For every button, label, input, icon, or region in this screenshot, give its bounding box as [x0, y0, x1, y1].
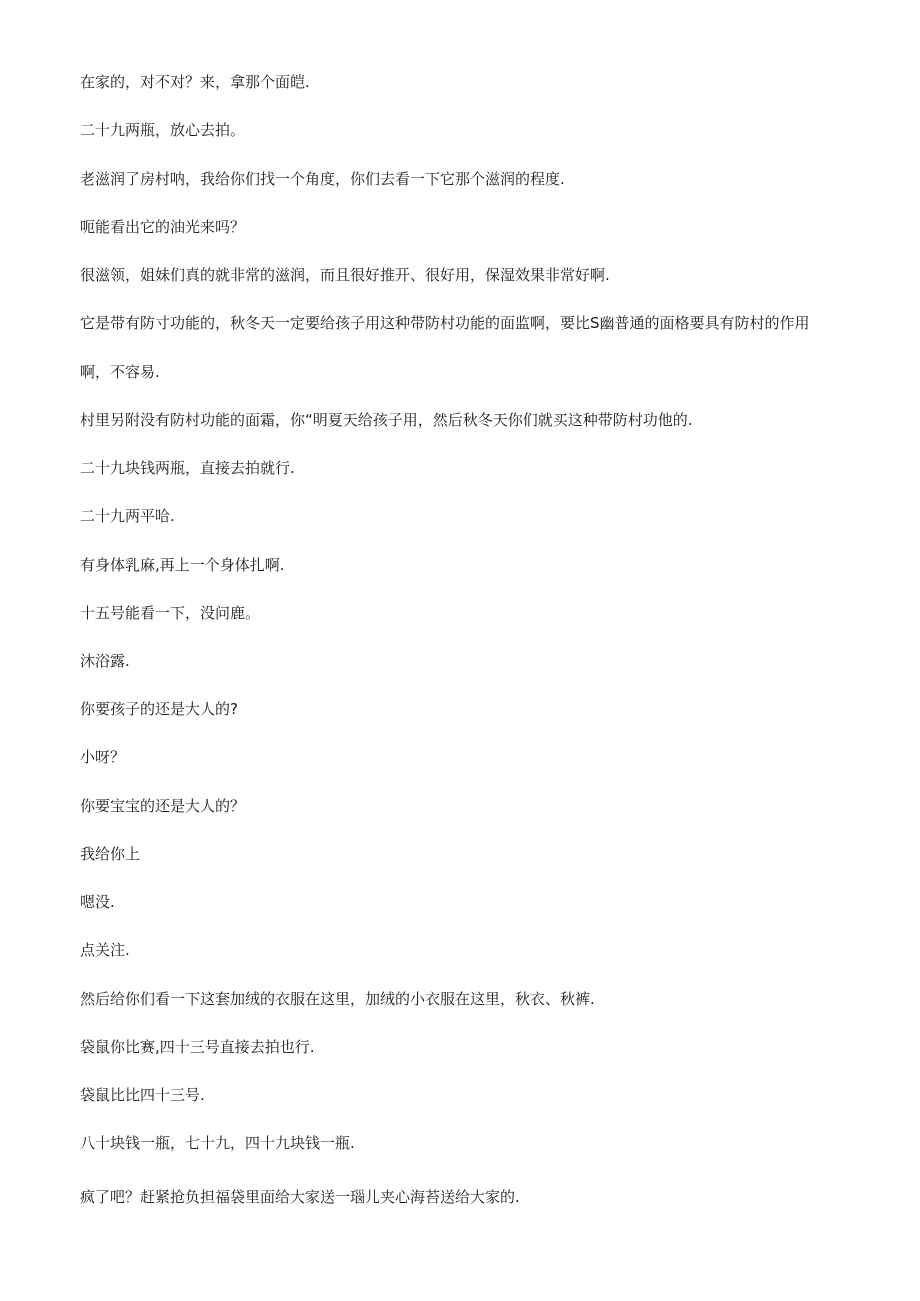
text-line-19: 点关注. [80, 941, 130, 959]
text-line-24: 疯了吧？赶紧抢负担福袋里面给大家送一瑙儿夹心海苔送给大家的. [80, 1188, 520, 1206]
text-line-16: 你要宝宝的还是大人的？ [80, 797, 246, 815]
text-line-10: 二十九两平哈. [80, 507, 175, 525]
text-line-18: 嗯没. [80, 893, 115, 911]
text-line-3: 老滋润了房村呐，我给你们找一个角度，你们去看一下它那个滋润的程度. [80, 170, 565, 188]
text-line-22: 袋鼠比比四十三号. [80, 1086, 205, 1104]
text-line-7: 啊，不容易. [80, 363, 160, 381]
text-line-23: 八十块钱一瓶，七十九，四十九块钱一瓶. [80, 1134, 355, 1152]
text-line-5: 很滋领，姐妹们真的就非常的滋润，而且很好推开、很好用，保湿效果非常好啊. [80, 266, 610, 284]
text-line-20: 然后给你们看一下这套加绒的衣服在这里，加绒的小衣服在这里，秋衣、秋裤. [80, 990, 595, 1008]
text-line-11: 有身体乳麻,再上一个身体扎啊. [80, 556, 285, 574]
text-line-2: 二十九两瓶，放心去拍。 [80, 121, 246, 139]
text-line-6: 它是带有防寸功能的，秋冬天一定要给孩子用这种带防村功能的面监啊，要比S幽普通的面格要具有防村的作用 [80, 314, 810, 332]
text-line-12: 十五号能看一下，没问鹿。 [80, 604, 261, 622]
text-line-9: 二十九块钱两瓶，直接去拍就行. [80, 459, 295, 477]
text-line-21: 袋鼠你比赛,四十三号直接去拍也行. [80, 1038, 315, 1056]
text-line-17: 我给你上 [80, 845, 141, 863]
text-line-13: 沐浴露. [80, 652, 130, 670]
text-line-8: 村里另附没有防村功能的面霜，你“明夏天给孩子用，然后秋冬天你们就买这种带防村功他的. [80, 411, 693, 429]
text-line-4: 呃能看出它的油光来吗？ [80, 218, 246, 236]
text-line-14: 你要孩子的还是大人的? [80, 700, 238, 718]
text-line-1: 在家的，对不对？来，拿那个面皑. [80, 73, 310, 91]
text-line-15: 小呀？ [80, 748, 126, 766]
